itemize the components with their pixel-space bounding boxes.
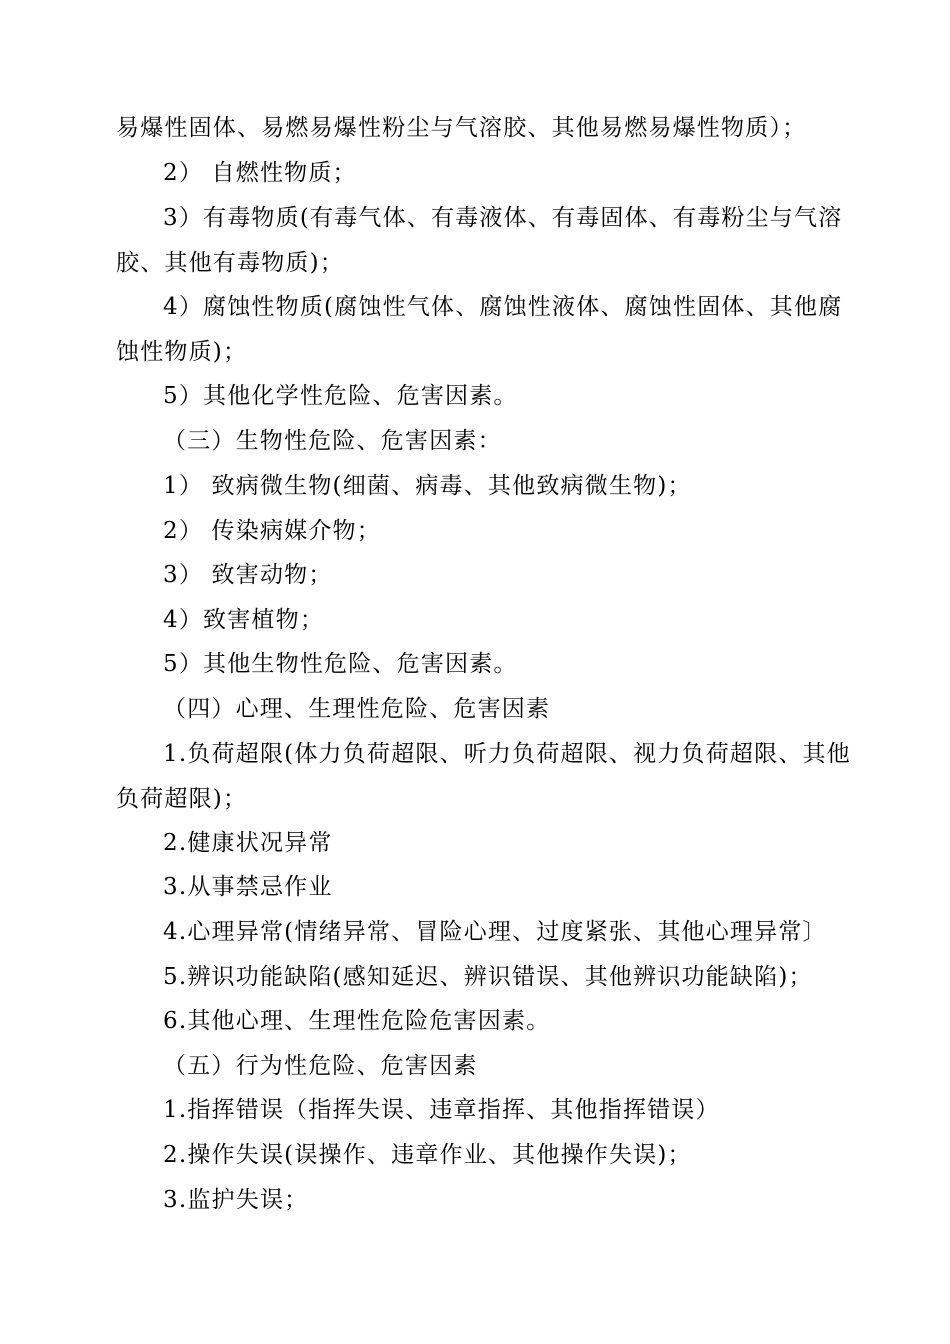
- paragraph-3: 3）有毒物质(有毒气体、有毒液体、有毒固体、有毒粉尘与气溶胶、其他有毒物质)；: [116, 205, 843, 276]
- paragraph-20: 1.指挥错误（指挥失误、违章指挥、其他指挥错误）: [163, 1097, 720, 1123]
- paragraph-17: 5.辨识功能缺陷(感知延迟、辨识错误、其他辨识功能缺陷)；: [163, 964, 813, 990]
- paragraph-18: 6.其他心理、生理性危险危害因素。: [163, 1008, 551, 1034]
- section-heading-5: （五）行为性危险、危害因素: [163, 1053, 478, 1079]
- paragraph-21: 2.操作失误(误操作、违章作业、其他操作失误)；: [163, 1142, 692, 1168]
- paragraph-10: 4）致害植物；: [163, 607, 325, 633]
- paragraph-13: 1.负荷超限(体力负荷超限、听力负荷超限、视力负荷超限、其他负荷超限)；: [116, 741, 851, 812]
- paragraph-4: 4）腐蚀性物质(腐蚀性气体、腐蚀性液体、腐蚀性固体、其他腐蚀性物质)；: [116, 294, 843, 365]
- paragraph-2: 2） 自燃性物质；: [163, 160, 357, 186]
- section-heading-3: （三）生物性危险、危害因素：: [163, 428, 502, 454]
- paragraph-5: 5）其他化学性危险、危害因素。: [163, 383, 518, 409]
- paragraph-15: 3.从事禁忌作业: [163, 874, 333, 900]
- paragraph-22: 3.监护失误；: [163, 1187, 309, 1213]
- paragraph-7: 1） 致病微生物(细菌、病毒、其他致病微生物)；: [163, 473, 692, 499]
- paragraph-11: 5）其他生物性危险、危害因素。: [163, 651, 518, 677]
- section-heading-4: （四）心理、生理性危险、危害因素: [163, 696, 551, 722]
- paragraph-1: 易爆性固体、易燃易爆性粉尘与气溶胶、其他易燃易爆性物质）；: [116, 115, 807, 141]
- paragraph-8: 2） 传染病媒介物；: [163, 518, 381, 544]
- paragraph-16: 4.心理异常(情绪异常、冒险心理、过度紧张、其他心理异常〕: [163, 919, 827, 945]
- paragraph-14: 2.健康状况异常: [163, 830, 333, 856]
- paragraph-9: 3） 致害动物；: [163, 562, 333, 588]
